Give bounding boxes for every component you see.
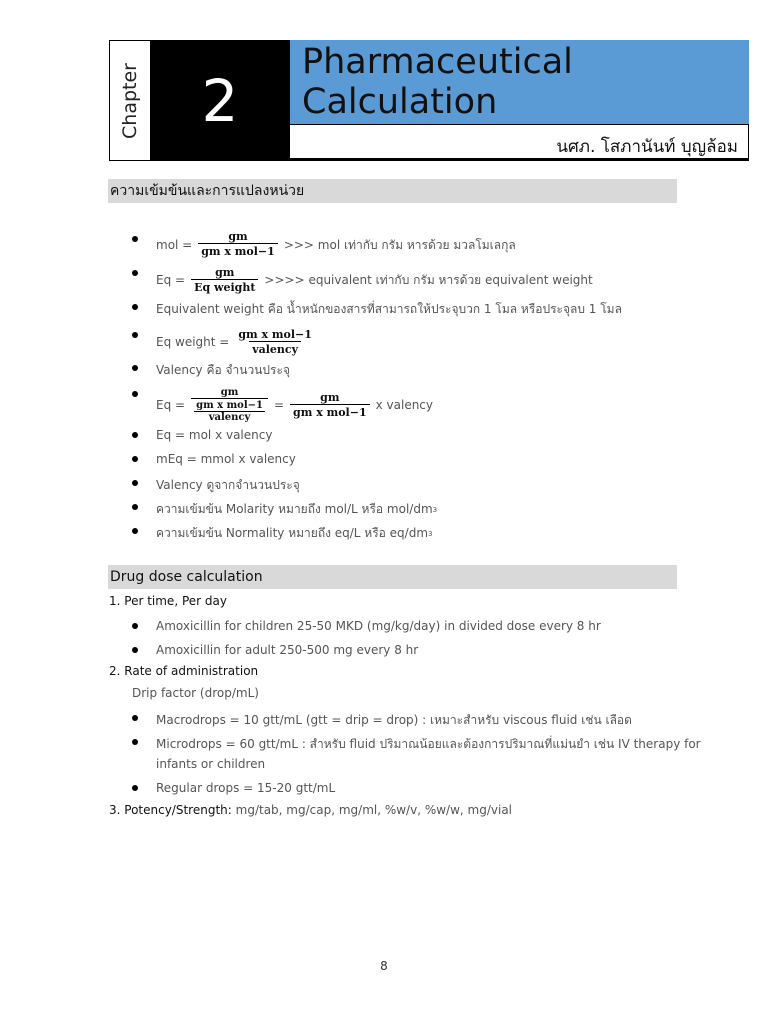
bullet-icon	[132, 623, 138, 629]
microdrops-continuation: infants or children	[156, 757, 266, 771]
author-name: นศภ. โสภานันท์ บุญล้อม	[290, 124, 749, 161]
bullet-icon	[132, 480, 138, 486]
bullet-icon	[132, 332, 138, 338]
bullet-icon	[132, 504, 138, 510]
eq-weight-fraction: $\frac{\text{gm x mol−1}}{\text{valency}}$	[238, 328, 312, 356]
chapter-label-box	[109, 40, 151, 161]
bullet-icon	[132, 715, 138, 721]
section-title-drug-dose: Drug dose calculation	[108, 565, 677, 589]
chapter-word: Chapter	[119, 62, 141, 139]
bullet-icon	[132, 528, 138, 534]
bullet-icon	[132, 270, 138, 276]
bullet-icon	[132, 647, 138, 653]
drip-factor-label: Drip factor (drop/mL)	[132, 686, 259, 700]
mol-fraction: $\frac{gm}{\text{gm x mol−1}}$	[198, 230, 278, 258]
eq-fraction: $\frac{gm}{\text{Eq weight}}$	[191, 266, 258, 294]
eq-simple-fraction: $\frac{gm}{\text{gm x mol−1}}$	[290, 391, 370, 419]
bullet-icon	[132, 391, 138, 397]
eq-compound-fraction: gm gm x mol−1 valency	[191, 387, 268, 423]
chapter-header	[109, 40, 749, 161]
subheading-per-time: 1. Per time, Per day	[109, 594, 227, 608]
bullet-icon	[132, 432, 138, 438]
bullet-icon	[132, 785, 138, 791]
subheading-potency: 3. Potency/Strength: mg/tab, mg/cap, mg/ml, %w/v, %w/w, mg/vial	[109, 803, 513, 817]
bullet-icon	[132, 739, 138, 745]
chapter-title: Pharmaceutical Calculation	[290, 40, 749, 124]
section-title-concentration: ความเข้มข้นและการแปลงหน่วย	[108, 179, 677, 203]
bullet-icon	[132, 456, 138, 462]
chapter-number: 2	[150, 40, 290, 161]
subheading-rate: 2. Rate of administration	[109, 664, 259, 678]
bullet-icon	[132, 365, 138, 371]
bullet-icon	[132, 236, 138, 242]
page-number: 8	[380, 959, 388, 973]
bullet-icon	[132, 304, 138, 310]
